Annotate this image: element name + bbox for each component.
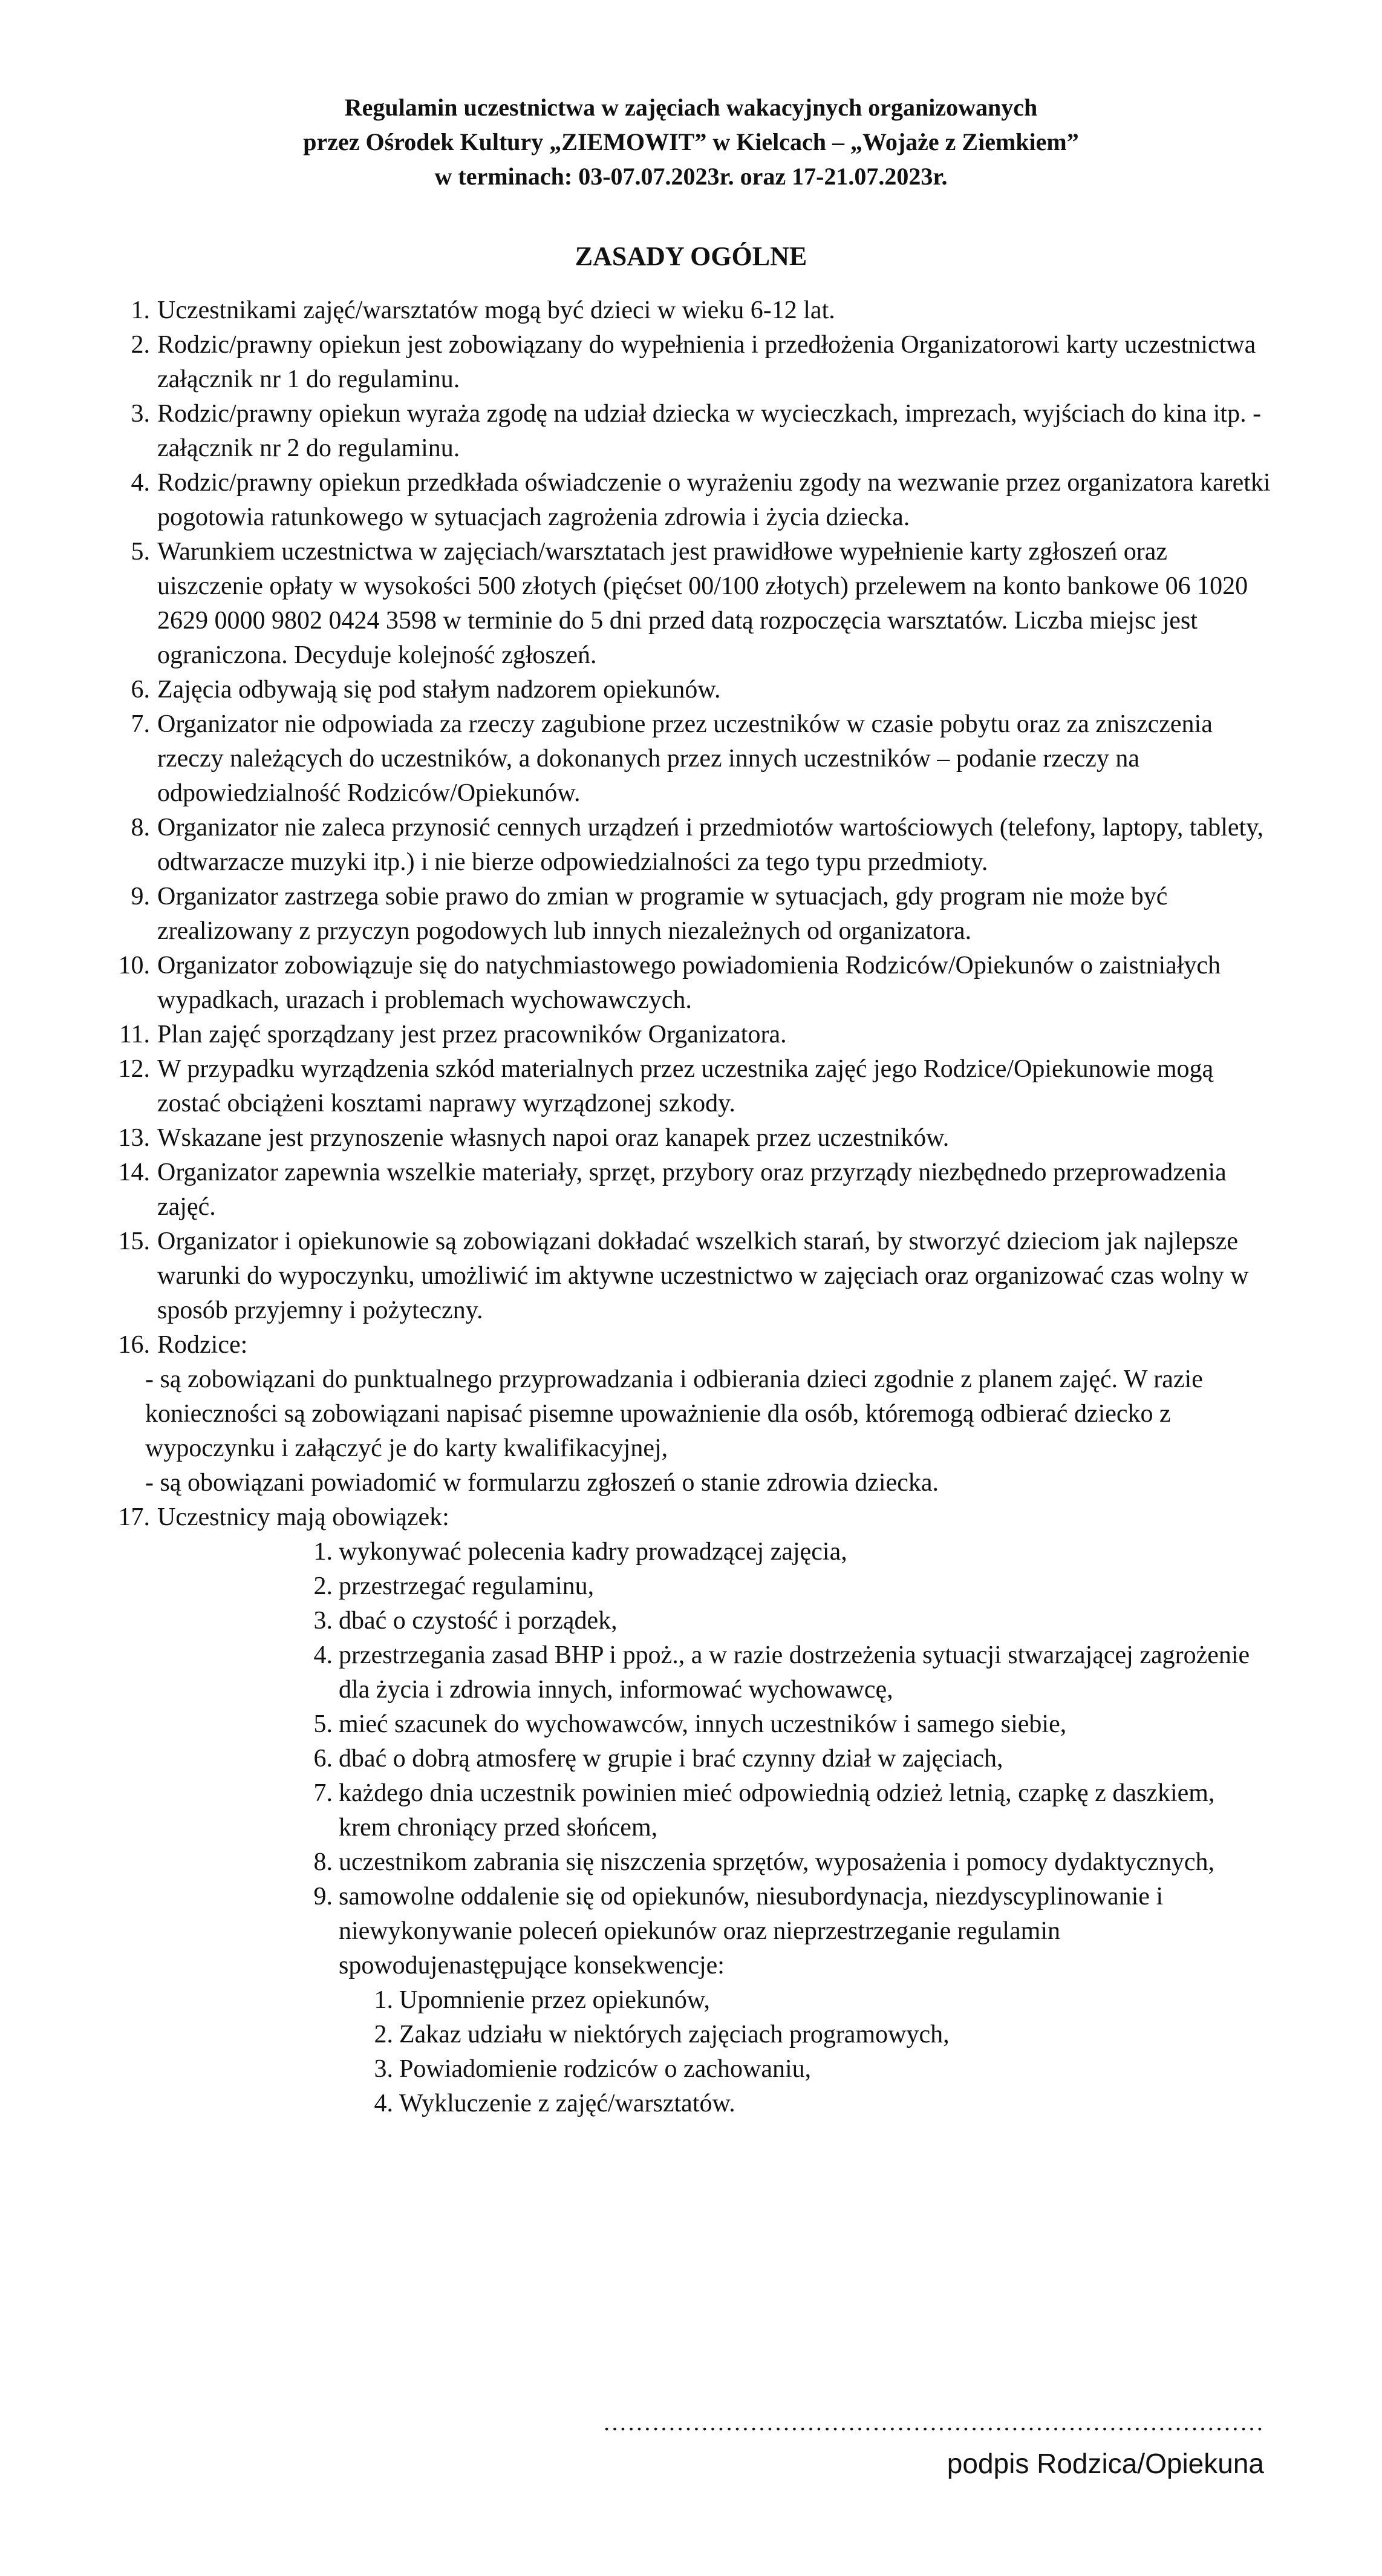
duty-item: 5. mieć szacunek do wychowawców, innych uczestników i samego siebie,: [313, 1710, 1067, 1739]
consequence-item: 3. Powiadomienie rodziców o zachowaniu,: [374, 2055, 812, 2084]
consequence-item: 2. Zakaz udziału w niektórych zajęciach programowych,: [374, 2021, 950, 2049]
title-line-3: w terminach: 03-07.07.2023r. oraz 17-21.07.2023r.: [434, 162, 948, 190]
rule-item: 7. Organizator nie odpowiada za rzeczy zagubione przez uczestników w czasie pobytu oraz za zniszczenia rzeczy należących do uczestników, a dokonanych przez innych uczestników – podanie rzeczy na odpowiedzialność Rodziców/Opiekunów.: [131, 710, 1213, 808]
rule-item: 16. Rodzice:: [118, 1331, 248, 1359]
rule-item: 8. Organizator nie zaleca przynosić cennych urządzeń i przedmiotów wartościowych (telefony, laptopy, tablety, odtwarzacze muzyki itp.) i nie bierze odpowiedzialności za tego typu przedmioty.: [131, 814, 1263, 877]
duty-item: 7. każdego dnia uczestnik powinien mieć odpowiednią odzież letnią, czapkę z daszkiem, krem chroniący przed słońcem,: [313, 1779, 1215, 1842]
rule-item: 4. Rodzic/prawny opiekun przedkłada oświadczenie o wyrażeniu zgody na wezwanie przez organizatora karetki pogotowia ratunkowego w sytuacjach zagrożenia zdrowia i życia dziecka.: [131, 469, 1271, 532]
rule-item: 17. Uczestnicy mają obowiązek:: [118, 1503, 449, 1532]
rules-list: [109, 293, 1273, 2121]
duty-item: 1. wykonywać polecenia kadry prowadzącej zajęcia,: [313, 1538, 847, 1566]
rule-item: 13. Wskazane jest przynoszenie własnych napoi oraz kanapek przez uczestników.: [118, 1124, 950, 1152]
rule-item: 11. Plan zajęć sporządzany jest przez pracowników Organizatora.: [119, 1021, 787, 1049]
duty-item: 4. przestrzegania zasad BHP i ppoż., a w razie dostrzeżenia sytuacji stwarzającej zagrożenie dla życia i zdrowia innych, informować wychowawcę,: [313, 1641, 1250, 1704]
rule-item: 2. Rodzic/prawny opiekun jest zobowiązany do wypełnienia i przedłożenia Organizatorowi karty uczestnictwa załącznik nr 1 do regulaminu.: [131, 331, 1256, 394]
rule-item: 6. Zajęcia odbywają się pod stałym nadzorem opiekunów.: [131, 676, 721, 704]
document-title: [109, 91, 1273, 194]
signature-label: podpis Rodzica/Opiekuna: [947, 2448, 1264, 2479]
consequence-item: 4. Wykluczenie z zajęć/warsztatów.: [374, 2090, 735, 2118]
title-line-1: Regulamin uczestnictwa w zajęciach wakacyjnych organizowanych: [344, 94, 1038, 121]
rule-item: 9. Organizator zastrzega sobie prawo do zmian w programie w sytuacjach, gdy program nie może być zrealizowany z przyczyn pogodowych lub innych niezależnych od organizatora.: [131, 883, 1168, 946]
rule-item: 15. Organizator i opiekunowie są zobowiązani dokładać wszelkich starań, by stworzyć dzieciom jak najlepsze warunki do wypoczynku, umożliwić im aktywne uczestnictwo w zajęciach oraz organizować czas wolny w sposób przyjemny i pożyteczny.: [118, 1228, 1249, 1325]
duty-item: 3. dbać o czystość i porządek,: [313, 1607, 618, 1635]
signature-block: [603, 2408, 1265, 2480]
signature-line: ………………………………………………………………………: [602, 2408, 1264, 2436]
section-heading: ZASADY OGÓLNE: [575, 241, 807, 272]
rule-16-point-b: - są obowiązani powiadomić w formularzu zgłoszeń o stanie zdrowia dziecka.: [145, 1469, 939, 1497]
duty-item: 8. uczestnikom zabrania się niszczenia sprzętów, wyposażenia i pomocy dydaktycznych,: [313, 1848, 1215, 1877]
title-line-2: przez Ośrodek Kultury „ZIEMOWIT” w Kielcach – „Wojaże z Ziemkiem”: [303, 128, 1079, 155]
duty-item: 9. samowolne oddalenie się od opiekunów, niesubordynacja, niezdyscyplinowanie i niewykonywanie poleceń opiekunów oraz nieprzestrzeganie regulamin spowodujenastępujące konsekwencje:: [313, 1883, 1164, 1980]
rule-item: 14. Organizator zapewnia wszelkie materiały, sprzęt, przybory oraz przyrządy niezbędnedo przeprowadzenia zajęć.: [118, 1159, 1227, 1221]
rule-item: 1. Uczestnikami zajęć/warsztatów mogą być dzieci w wieku 6-12 lat.: [131, 296, 835, 325]
rule-16-point-a: - są zobowiązani do punktualnego przyprowadzania i odbierania dzieci zgodnie z planem zajęć. W razie konieczności są zobowiązani napisać pisemne upoważnienie dla osób, któremogą odbierać dziecko z wypoczynku i załączyć je do karty kwalifikacyjnej,: [145, 1365, 1203, 1463]
rule-item: 12. W przypadku wyrządzenia szkód materialnych przez uczestnika zajęć jego Rodzice/Opiekunowie mogą zostać obciążeni kosztami naprawy wyrządzonej szkody.: [118, 1055, 1214, 1118]
duty-item: 6. dbać o dobrą atmosferę w grupie i brać czynny dział w zajęciach,: [313, 1745, 1003, 1773]
duty-item: 2. przestrzegać regulaminu,: [313, 1572, 595, 1601]
rule-item: 5. Warunkiem uczestnictwa w zajęciach/warsztatach jest prawidłowe wypełnienie karty zgłoszeń oraz uiszczenie opłaty w wysokości 500 złotych (pięćset 00/100 złotych) przelewem na konto bankowe 06 1020 2629 0000 9802 0424 3598 w terminie do 5 dni przed datą rozpoczęcia warsztatów. Liczba miejsc jest ograniczona. Decyduje kolejność zgłoszeń.: [131, 538, 1248, 670]
consequence-item: 1. Upomnienie przez opiekunów,: [374, 1986, 710, 2015]
rule-item: 10. Organizator zobowiązuje się do natychmiastowego powiadomienia Rodziców/Opiekunów o zaistniałych wypadkach, urazach i problemach wychowawczych.: [118, 952, 1221, 1015]
rule-item: 3. Rodzic/prawny opiekun wyraża zgodę na udział dziecka w wycieczkach, imprezach, wyjściach do kina itp. - załącznik nr 2 do regulaminu.: [131, 400, 1262, 463]
